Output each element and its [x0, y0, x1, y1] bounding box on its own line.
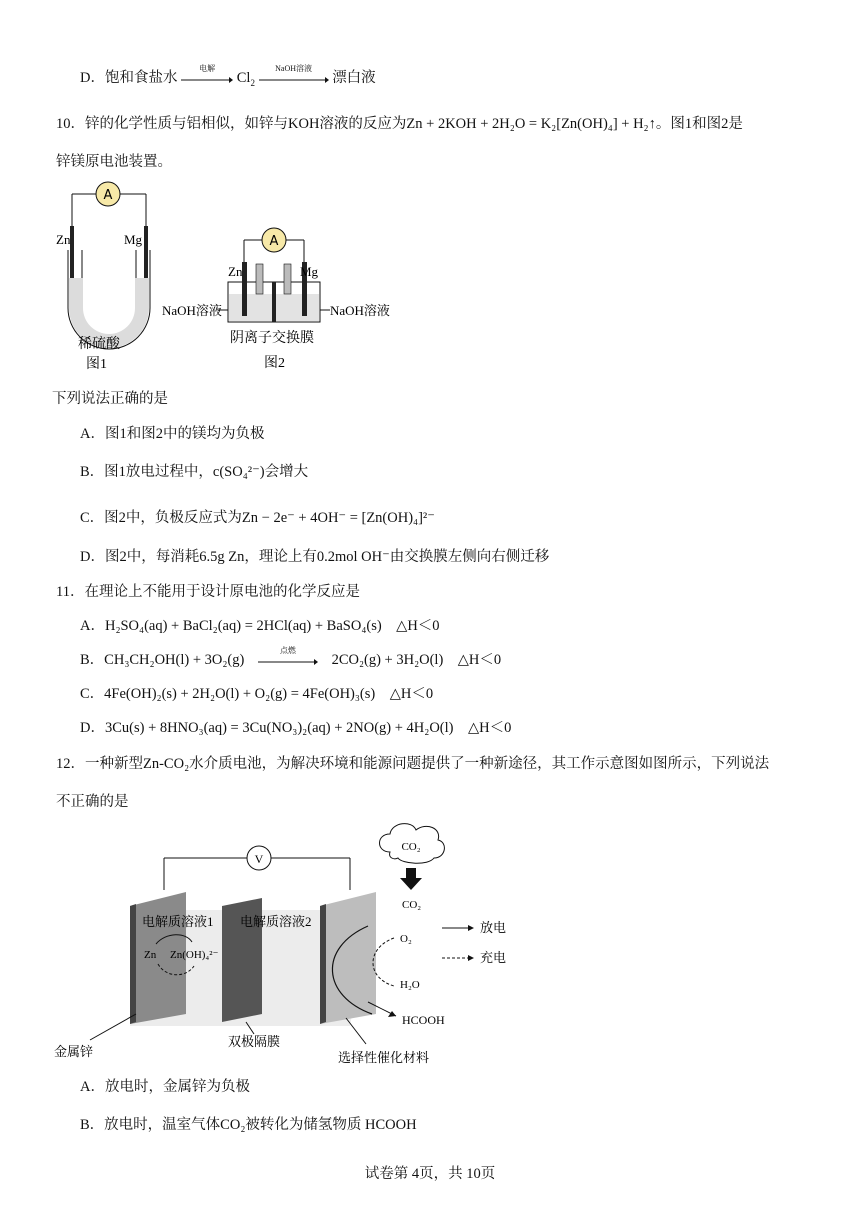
naoh-left-label: NaOH溶液: [162, 303, 222, 318]
mg-label: Mg: [300, 264, 319, 279]
q11-option-b: [80, 645, 502, 669]
ammeter-label: A: [103, 188, 113, 203]
naoh-arrow: [259, 63, 329, 86]
q10-stem-line1: 10．锌的化学性质与铝相似，如锌与KOH溶液的反应为Zn + 2KOH + 2H₂O = K₂[Zn(OH)₄] + H₂↑。图1和图2是: [56, 116, 743, 132]
page-footer: 试卷第 4页，共 10页: [364, 1166, 496, 1182]
figure-2-caption: 图2: [264, 356, 285, 371]
mg-label: Mg: [124, 232, 143, 247]
q11-option-c: C．4Fe(OH)₂(s) + 2H₂O(l) + O₂(g) = 4Fe(OH)₃(s) △H＜0: [80, 686, 434, 702]
q10-option-c: C．图2中，负极反应式为Zn − 2e⁻ + 4OH⁻ = [Zn(OH)₄]²⁻: [80, 510, 435, 526]
q10-option-d: D．图2中，每消耗6.5g Zn，理论上有0.2mol OH⁻由交换膜左侧向右侧迁移: [80, 549, 550, 565]
discharge-legend: 放电: [480, 920, 507, 935]
co2-cloud-label: CO₂: [401, 841, 421, 853]
q10-option-b: B．图1放电过程中，c(SO₄²⁻)会增大: [80, 464, 309, 480]
ignite-arrow: [258, 645, 318, 668]
cl2-formula: $Cl_2$: [236, 70, 255, 88]
arrow-label: 点燃: [279, 645, 296, 655]
q12-stem-line1: 12．一种新型Zn-CO₂水介质电池，为解决环境和能源问题提供了一种新途径，其工作示意图如图所示，下列说法: [56, 756, 770, 772]
h2o-label: H₂O: [400, 979, 420, 991]
voltmeter-label: V: [254, 852, 264, 866]
zinc-metal-label: 金属锌: [54, 1044, 94, 1059]
zincate-label: Zn(OH)₄²⁻: [170, 949, 219, 961]
figure-zn-co2-battery: [50, 818, 520, 1070]
electrolyte-2-label: 电解质溶液2: [240, 914, 312, 929]
option-d-chlorine: [80, 63, 376, 88]
bipolar-membrane-label: 双极隔膜: [228, 1034, 281, 1049]
q10-option-a: A．图1和图2中的镁均为负极: [80, 426, 265, 442]
arrow-label: NaOH溶液: [275, 63, 312, 73]
figure-2-membrane-cell: [160, 222, 400, 372]
arrow-label: 电解: [199, 63, 216, 73]
q11-option-d: D．3Cu(s) + 8HNO₃(aq) = 3Cu(NO₃)₂(aq) + 2NO(g) + 4H₂O(l) △H＜0: [80, 720, 512, 736]
figure-1-caption: 图1: [86, 357, 107, 372]
electrolyte-1-label: 电解质溶液1: [142, 914, 214, 929]
q10-stem-line2: 锌镁原电池装置。: [56, 154, 172, 170]
electrolysis-arrow: [181, 63, 233, 86]
q11-option-a: A．H₂SO₄(aq) + BaCl₂(aq) = 2HCl(aq) + BaSO₄(s) △H＜0: [80, 618, 440, 634]
option-d-label: D．饱和食盐水: [80, 70, 178, 86]
bleach-text: 漂白液: [332, 70, 376, 86]
q12-stem-line2: 不正确的是: [56, 794, 129, 810]
q11-option-b-right: 2CO₂(g) + 3H₂O(l) △H＜0: [331, 652, 502, 668]
q11-title: 11．在理论上不能用于设计原电池的化学反应是: [56, 584, 360, 600]
q10-prompt: 下列说法正确的是: [52, 391, 168, 407]
q12-option-a: A．放电时，金属锌为负极: [80, 1079, 250, 1095]
catalyst-label: 选择性催化材料: [338, 1050, 430, 1065]
figure-1-u-tube-cell: [50, 178, 170, 378]
zn-label: Zn: [56, 232, 71, 247]
q11-option-b-left: B．CH₃CH₂OH(l) + 3O₂(g): [80, 652, 245, 668]
o2-label: O₂: [400, 933, 412, 945]
anion-membrane-label: 阴离子交换膜: [230, 331, 314, 346]
zn-label: Zn: [228, 264, 243, 279]
hcooh-label: HCOOH: [402, 1013, 445, 1027]
dilute-sulfuric-label: 稀硫酸: [78, 337, 120, 352]
naoh-right-label: NaOH溶液: [330, 303, 390, 318]
charge-legend: 充电: [480, 950, 507, 965]
q12-option-b: B．放电时，温室气体CO₂被转化为储氢物质 HCOOH: [80, 1117, 417, 1133]
zn-label: Zn: [144, 949, 157, 961]
ammeter-label: A: [269, 234, 279, 249]
co2-label: CO₂: [402, 899, 422, 911]
